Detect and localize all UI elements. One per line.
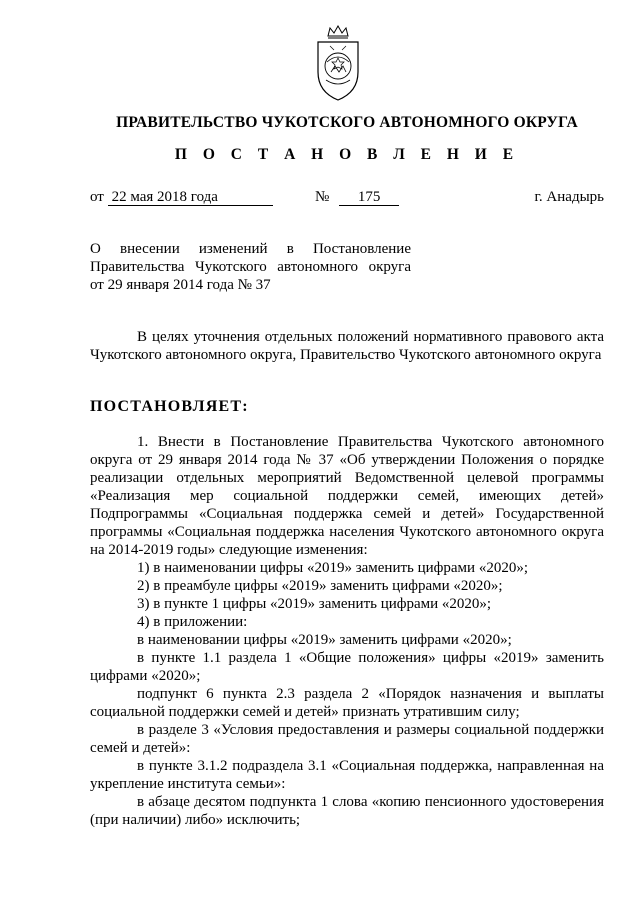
subject-line: от 29 января 2014 года № 37 xyxy=(90,277,271,293)
body-paragraph: в пункте 3.1.2 подраздела 3.1 «Социальная поддержка, направленная на укрепление института семьи»: xyxy=(90,758,604,792)
body-paragraph: 2) в преамбуле цифры «2019» заменить цифрами «2020»; xyxy=(137,578,503,594)
body-paragraph: подпункт 6 пункта 2.3 раздела 2 «Порядок назначения и выплаты социальной поддержки семей и детей» признать утратившим силу; xyxy=(90,686,604,720)
body-paragraph: 1) в наименовании цифры «2019» заменить цифрами «2020»; xyxy=(137,560,528,576)
body-paragraph: в пункте 1.1 раздела 1 «Общие положения» цифры «2019» заменить цифрами «2020»; xyxy=(90,650,604,684)
document-date-row xyxy=(90,189,273,206)
coat-of-arms-icon xyxy=(306,22,370,106)
date-prefix: от xyxy=(90,189,104,205)
body-paragraph: в абзаце десятом подпункта 1 слова «копию пенсионного удостоверения (при наличии) либо» исключить; xyxy=(90,794,604,828)
document-number-row xyxy=(315,189,399,206)
document-body xyxy=(90,433,604,829)
document-type-title: П О С Т А Н О В Л Е Н И Е xyxy=(174,146,520,163)
document-city: г. Анадырь xyxy=(534,189,604,205)
body-paragraph: в разделе 3 «Условия предоставления и размеры социальной поддержки семей и детей»: xyxy=(90,722,604,756)
body-paragraph: 3) в пункте 1 цифры «2019» заменить цифрами «2020»; xyxy=(137,596,492,612)
body-paragraph: 1. Внести в Постановление Правительства Чукотского автономного округа от 29 января 2014 года № 37 «Об утверждении Положения о порядке реализации отдельных мероприятий Ведомственной целевой программы «Реализация мер социальной поддержки семей, имеющих детей» Подпрограммы «Социальная поддержка семей и детей» Государственной программы «Социальная поддержка населения Чукотского автономного округа на 2014-2019 годы» следующие изменения: xyxy=(90,434,604,558)
body-paragraph: в наименовании цифры «2019» заменить цифрами «2020»; xyxy=(137,632,512,648)
subject-line: Правительства Чукотского автономного округа xyxy=(90,259,411,275)
subject-line: О внесении изменений в Постановление xyxy=(90,241,411,257)
body-paragraph: 4) в приложении: xyxy=(137,614,248,630)
preamble-paragraph: В целях уточнения отдельных положений нормативного правового акта Чукотского автономного округа, Правительство Чукотского автономного округа xyxy=(90,329,604,363)
document-date: 22 мая 2018 года xyxy=(108,189,273,206)
number-sign: № xyxy=(315,189,330,205)
decree-word: ПОСТАНОВЛЯЕТ: xyxy=(90,398,249,415)
document-number: 175 xyxy=(339,189,399,206)
government-title: ПРАВИТЕЛЬСТВО ЧУКОТСКОГО АВТОНОМНОГО ОКРУГА xyxy=(116,114,578,131)
document-subject xyxy=(90,240,411,294)
